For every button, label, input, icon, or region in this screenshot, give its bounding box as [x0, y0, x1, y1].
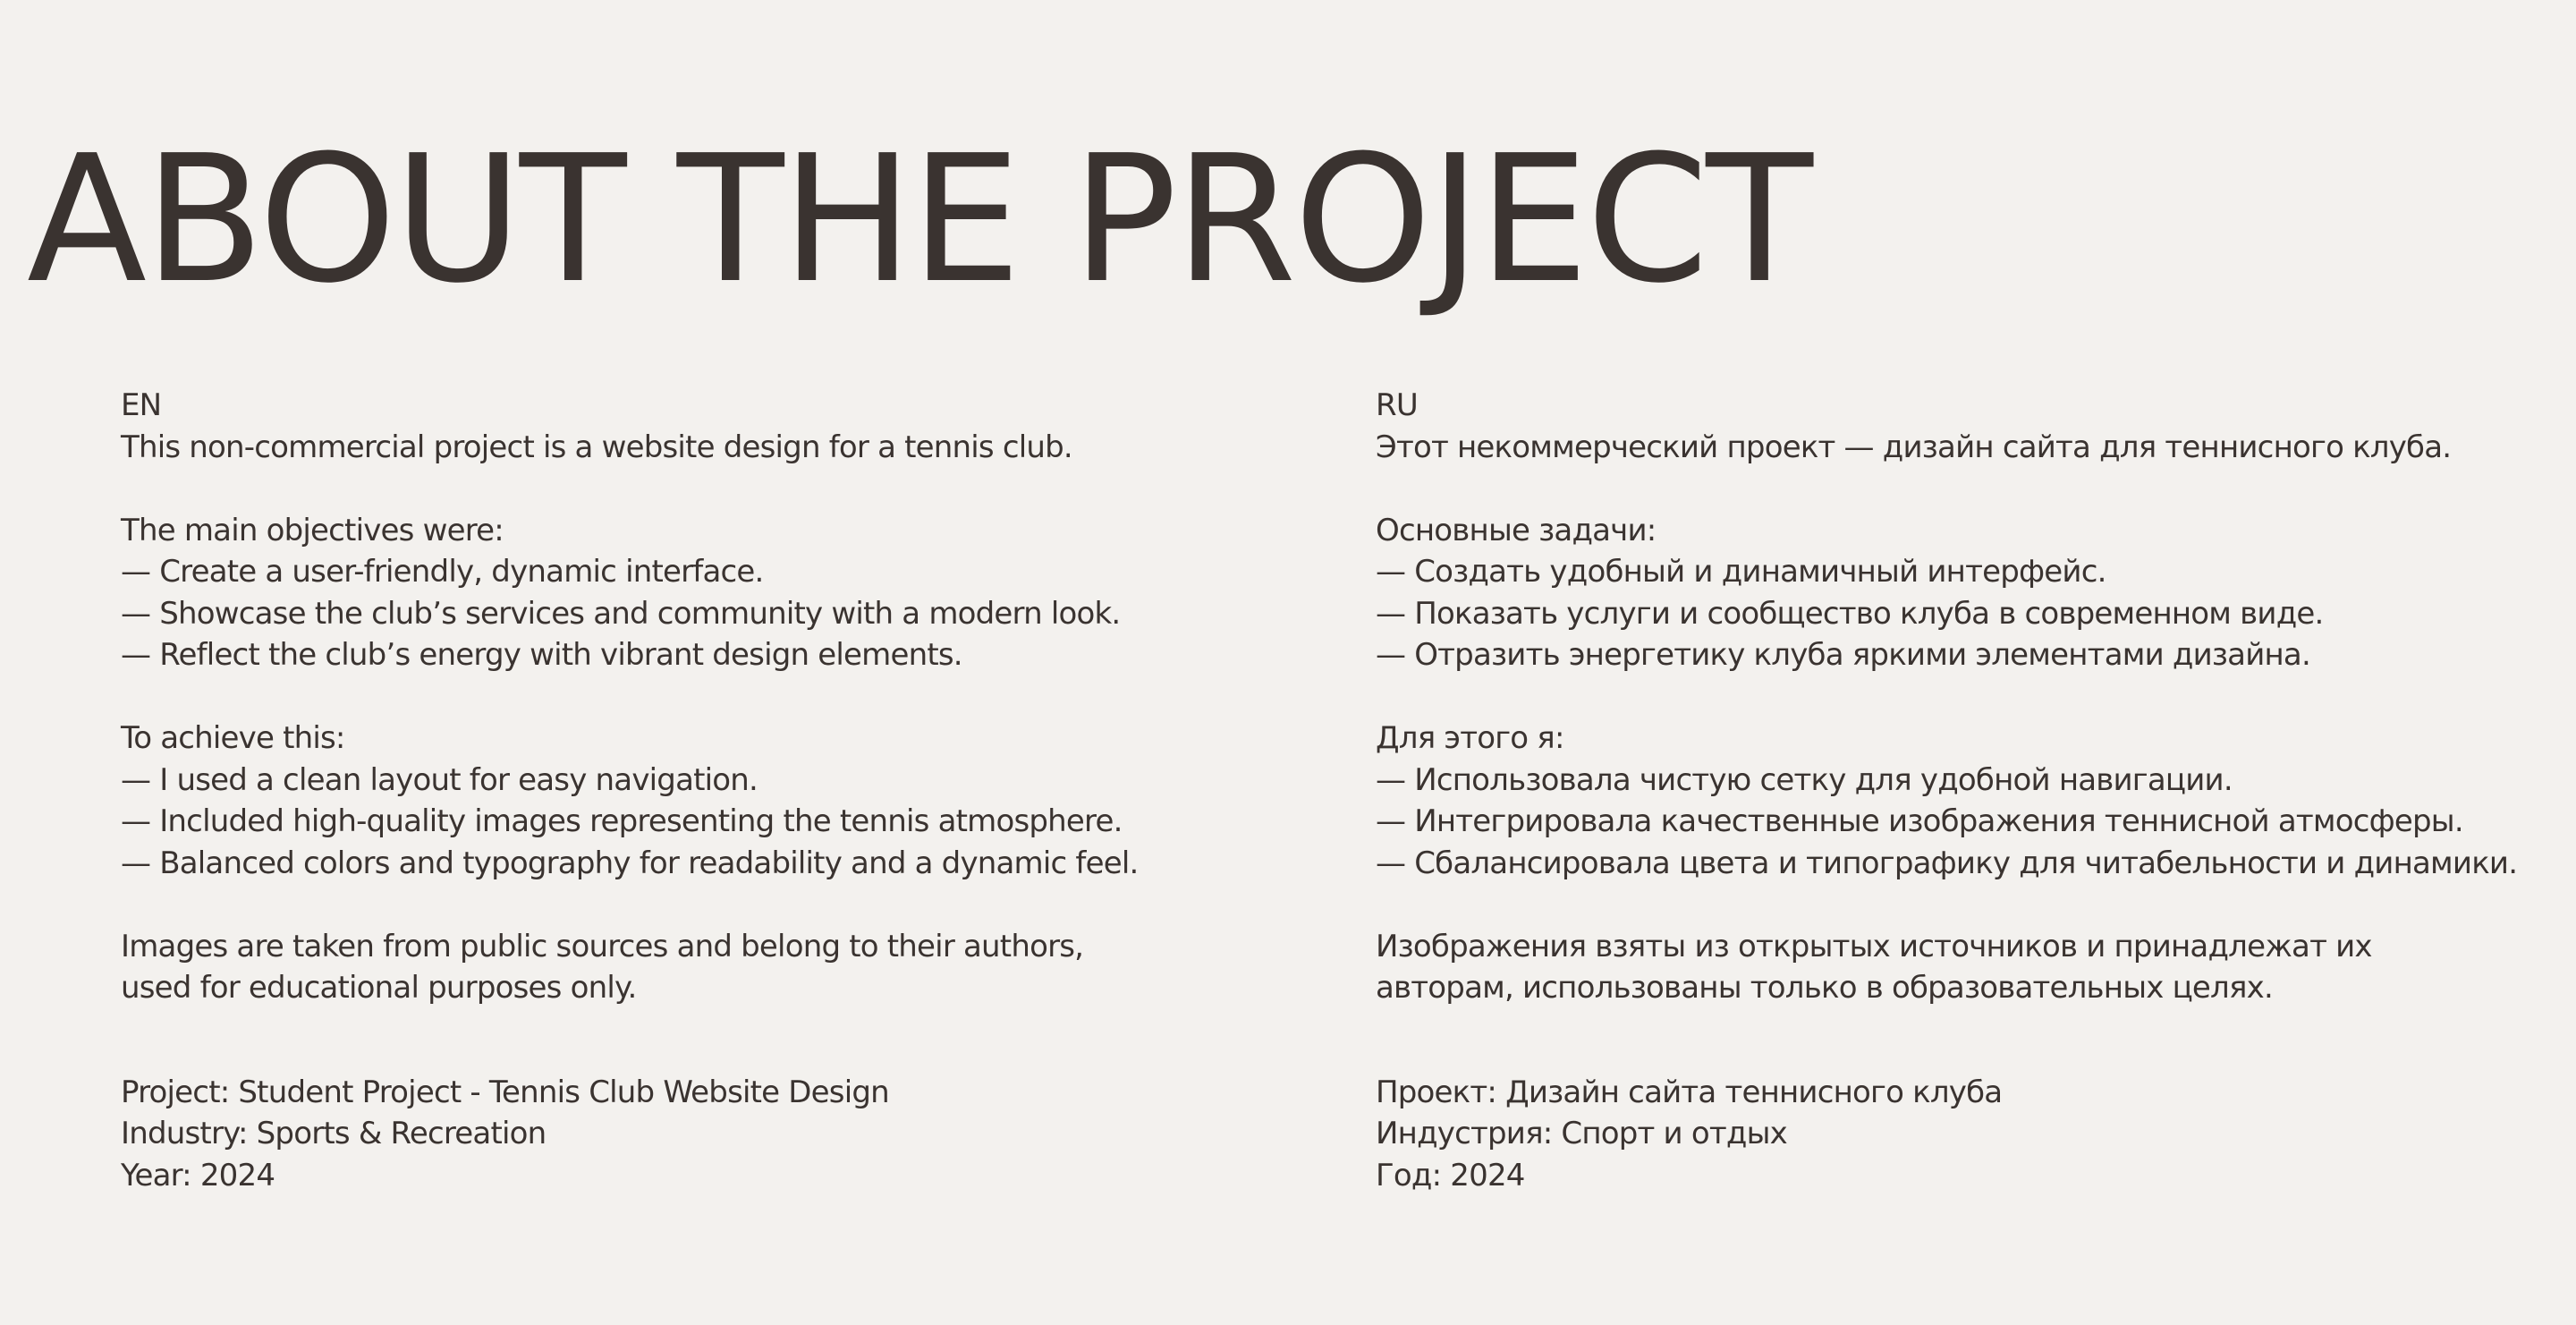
- achieve-item-ru: — Сбалансировала цвета и типографику для читабельности и динамики.: [1376, 845, 2518, 881]
- language-label-en: EN: [121, 387, 162, 423]
- objectives-heading-en: The main objectives were:: [121, 512, 504, 548]
- objective-item-en: — Reflect the club’s energy with vibrant design elements.: [121, 637, 962, 673]
- achieve-heading-en: To achieve this:: [121, 720, 345, 756]
- objectives-block-ru: [1376, 510, 2512, 676]
- project-intro-ru: Этот некоммерческий проект — дизайн сайта для теннисного клуба.: [1376, 429, 2452, 465]
- project-meta-en: [121, 1072, 1257, 1197]
- year-ru: Год: 2024: [1376, 1157, 1525, 1193]
- achieve-item-en: — I used a clean layout for easy navigation.: [121, 761, 758, 798]
- objective-item-ru: — Создать удобный и динамичный интерфейс.: [1376, 554, 2106, 590]
- page-title: ABOUT THE PROJECT: [27, 118, 1810, 322]
- project-intro-en: This non-commercial project is a website design for a tennis club.: [121, 429, 1072, 465]
- image-disclaimer-en: Images are taken from public sources and belong to their authors, used for educational purposes only.: [121, 928, 1084, 1006]
- objective-item-ru: — Отразить энергетику клуба яркими элементами дизайна.: [1376, 637, 2310, 673]
- objective-item-ru: — Показать услуги и сообщество клуба в современном виде.: [1376, 595, 2324, 632]
- achieve-item-ru: — Использовала чистую сетку для удобной навигации.: [1376, 761, 2233, 798]
- project-name-ru: Проект: Дизайн сайта теннисного клуба: [1376, 1074, 2003, 1110]
- achieve-block-en: [121, 718, 1257, 884]
- english-intro-block: [121, 385, 1257, 468]
- project-name-en: Project: Student Project - Tennis Club Website Design: [121, 1074, 889, 1110]
- language-label-ru: RU: [1376, 387, 1418, 423]
- objective-item-en: — Create a user-friendly, dynamic interface.: [121, 554, 764, 590]
- achieve-item-en: — Included high-quality images representing the tennis atmosphere.: [121, 803, 1123, 839]
- achieve-item-ru: — Интегрировала качественные изображения теннисной атмосферы.: [1376, 803, 2463, 839]
- achieve-block-ru: [1376, 718, 2518, 884]
- industry-ru: Индустрия: Спорт и отдых: [1376, 1116, 1787, 1151]
- achieve-heading-ru: Для этого я:: [1376, 720, 1564, 756]
- achieve-item-en: — Balanced colors and typography for readability and a dynamic feel.: [121, 845, 1139, 881]
- industry-en: Industry: Sports & Recreation: [121, 1116, 547, 1151]
- project-meta-ru: [1376, 1072, 2512, 1197]
- disclaimer-block-ru: [1376, 926, 2512, 1009]
- image-disclaimer-ru: Изображения взяты из открытых источников и принадлежат их авторам, использованы только в образовательных целях.: [1376, 928, 2372, 1006]
- objectives-heading-ru: Основные задачи:: [1376, 512, 1657, 548]
- disclaimer-block-en: [121, 926, 1257, 1009]
- russian-intro-block: [1376, 385, 2512, 468]
- year-en: Year: 2024: [121, 1157, 275, 1193]
- objectives-block-en: [121, 510, 1257, 676]
- russian-column: [1376, 385, 2518, 1196]
- english-column: [121, 385, 1257, 1196]
- objective-item-en: — Showcase the club’s services and community with a modern look.: [121, 595, 1121, 632]
